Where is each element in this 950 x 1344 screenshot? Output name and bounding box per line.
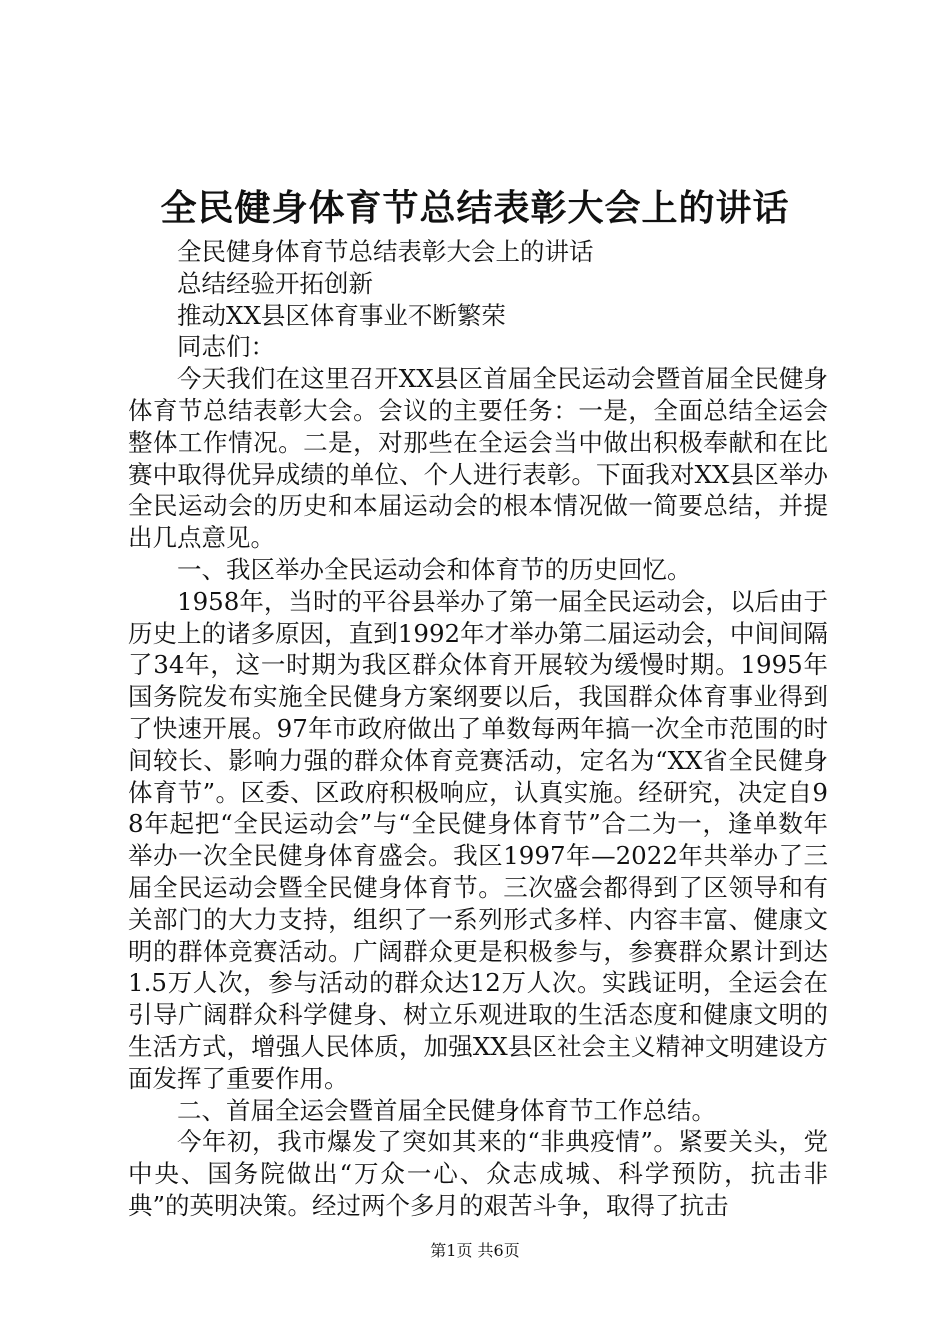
subtitle-line: 全民健身体育节总结表彰大会上的讲话 [177,237,594,266]
section-heading: 二、首届全运会暨首届全民健身体育节工作总结。 [177,1095,716,1125]
subtitle-line: 推动XX县区体育事业不断繁荣 [177,300,506,330]
body-paragraph: 今年初，我市爆发了突如其来的“非典疫情”。紧要关头，党中央、国务院做出“万众一心、众志成城、科学预防，抗击非典”的英明决策。经过两个多月的艰苦斗争，取得了抗击 [128,1127,828,1220]
body-paragraph: 1958年，当时的平谷县举办了第一届全民运动会，以后由于历史上的诸多原因，直到1992年才举办第二届运动会，中间间隔了34年，这一时期为我区群众体育开展较为缓慢时期。1995年国务院发布实施全民健身方案纲要以后，我国群众体育事业得到了快速开展。97年市政府做出了单数每两年搞一次全市范围的时间较长、影响力强的群众体育竞赛活动，定名为“XX省全民健身体育节”。区委、区政府积极响应，认真实施。经研究，决定自98年起把“全民运动会”与“全民健身体育节”合二为一，逢单数年举办一次全民健身体育盛会。我区1997年—2022年共举办了三届全民运动会暨全民健身体育节。三次盛会都得到了区领导和有关部门的大力支持，组织了一系列形式多样、内容丰富、健康文明的群体竞赛活动。广阔群众更是积极参与，参赛群众累计到达1.5万人次，参与活动的群众达12万人次。实践证明，全运会在引导广阔群众科学健身、树立乐观进取的生活态度和健康文明的生活方式，增强人民体质，加强XX县区社会主义精神文明建设方面发挥了重要作用。 [128,586,828,1093]
page-number: 第1页 共6页 [430,1241,520,1260]
body-paragraph: 今天我们在这里召开XX县区首届全民运动会暨首届全民健身体育节总结表彰大会。会议的主要任务：一是，全面总结全运会整体工作情况。二是，对那些在全运会当中做出积极奉献和在比赛中取得优异成绩的单位、个人进行表彰。下面我对XX县区举办全民运动会的历史和本届运动会的根本情况做一简要总结，并提出几点意见。 [128,364,828,553]
section-heading: 一、我区举办全民运动会和体育节的历史回忆。 [177,554,692,584]
document-body [128,236,828,1222]
document-title: 全民健身体育节总结表彰大会上的讲话 [160,188,790,229]
salutation: 同志们： [177,332,275,362]
subtitle-line: 总结经验开拓创新 [177,268,373,298]
